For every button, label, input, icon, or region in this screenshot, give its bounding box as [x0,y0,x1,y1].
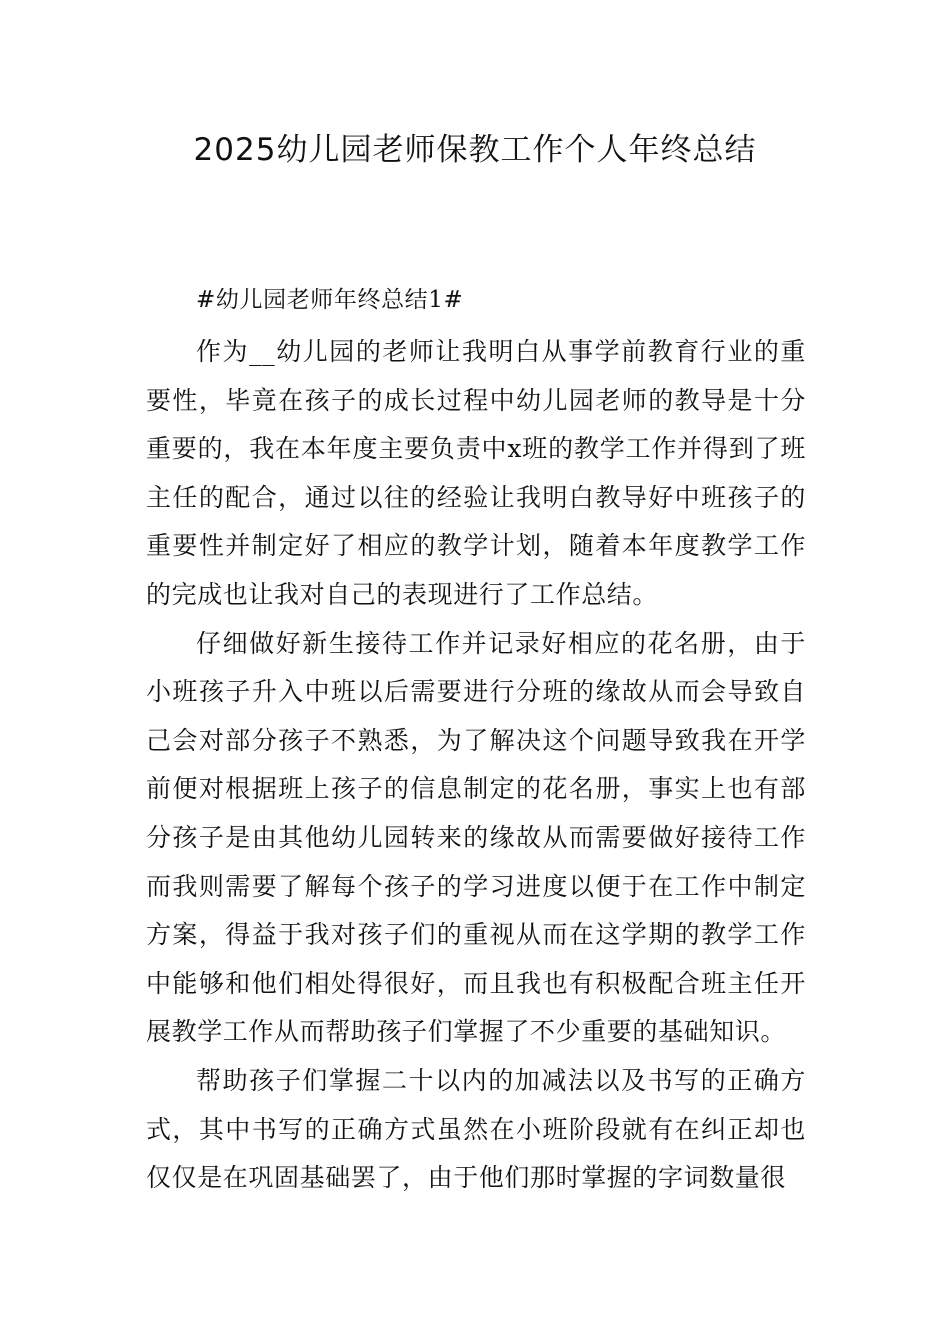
paragraph-3: 帮助孩子们掌握二十以内的加减法以及书写的正确方式，其中书写的正确方式虽然在小班阶段就有在纠正却也仅仅是在巩固基础罢了，由于他们那时掌握的字词数量很 [146,1065,806,1193]
document-body [146,278,806,1203]
paragraph-2: 仔细做好新生接待工作并记录好相应的花名册，由于小班孩子升入中班以后需要进行分班的缘故从而会导致自己会对部分孩子不熟悉，为了解决这个问题导致我在开学前便对根据班上孩子的信息制定的花名册，事实上也有部分孩子是由其他幼儿园转来的缘故从而需要做好接待工作而我则需要了解每个孩子的学习进度以便于在工作中制定方案，得益于我对孩子们的重视从而在这学期的教学工作中能够和他们相处得很好，而且我也有积极配合班主任开展教学工作从而帮助孩子们掌握了不少重要的基础知识。 [146,628,806,1047]
section-heading: #幼儿园老师年终总结1# [196,287,464,313]
paragraph-1: 作为__幼儿园的老师让我明白从事学前教育行业的重要性，毕竟在孩子的成长过程中幼儿园老师的教导是十分重要的，我在本年度主要负责中x班的教学工作并得到了班主任的配合，通过以往的经验让我明白教导好中班孩子的重要性并制定好了相应的教学计划，随着本年度教学工作的完成也让我对自己的表现进行了工作总结。 [146,337,806,609]
document-title: 2025幼儿园老师保教工作个人年终总结 [193,132,757,168]
